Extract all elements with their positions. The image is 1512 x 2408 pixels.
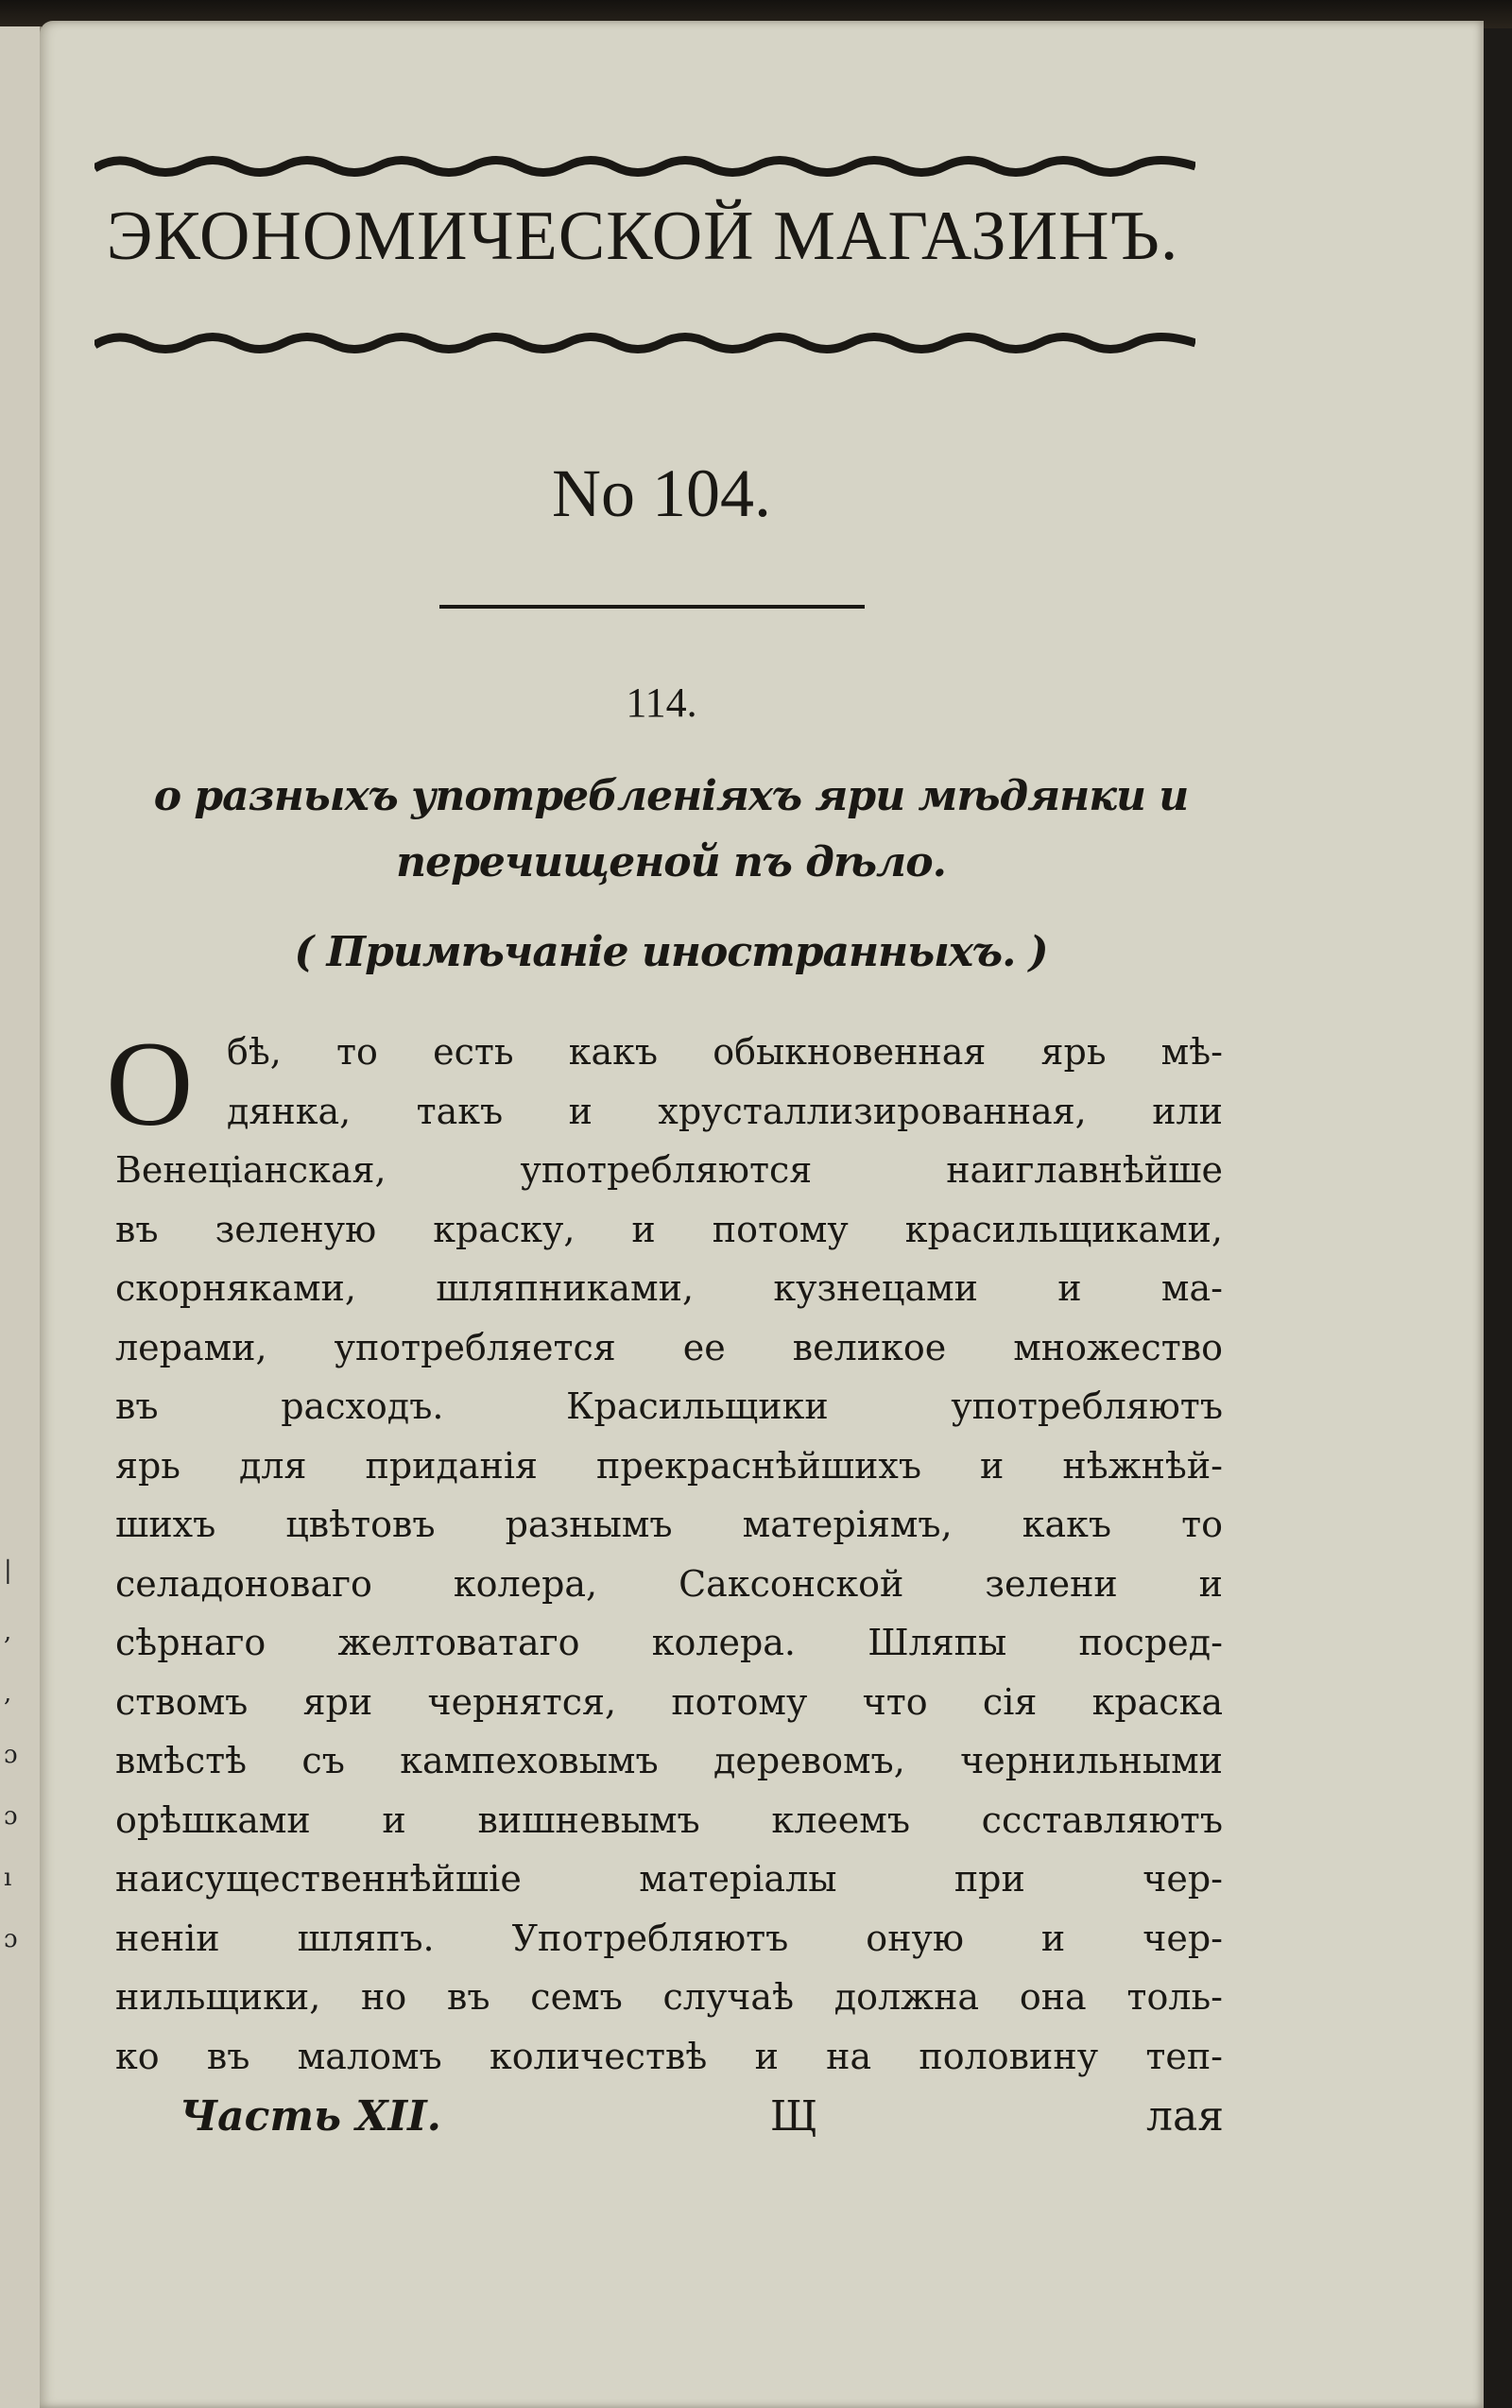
- left-page-edge: [0, 26, 42, 2408]
- top-ornament-rule: [94, 149, 1195, 187]
- body-line: нильщики, но въ семъ случаѣ должна она толь-: [115, 1976, 1223, 2018]
- body-line: дянка, такъ и хрусталлизированная, или: [227, 1090, 1223, 1132]
- body-line: въ зеленую краску, и потому красильщиками,: [115, 1208, 1223, 1250]
- body-line: шихъ цвѣтовъ разнымъ матеріямъ, какъ то: [115, 1504, 1223, 1545]
- body-line: ко въ маломъ количествѣ и на половину теп-: [115, 2035, 1223, 2077]
- body-line: сѣрнаго желтоватаго колера. Шляпы посред-: [115, 1622, 1223, 1663]
- body-line: вмѣстѣ съ кампеховымъ деревомъ, чернильными: [115, 1740, 1223, 1781]
- divider-rule: [439, 605, 865, 609]
- body-line: въ расходъ. Красильщики употребляютъ: [115, 1385, 1223, 1427]
- volume-signature: Часть XII.: [180, 2092, 441, 2141]
- article-body: [115, 1025, 1223, 2089]
- body-line: бѣ, то есть какъ обыкновенная ярь мѣ-: [227, 1031, 1223, 1073]
- body-line: селадоноваго колера, Саксонской зелени и: [115, 1562, 1223, 1605]
- article-number: 114.: [626, 679, 697, 726]
- signature-mark: Щ: [769, 2092, 818, 2141]
- bottom-ornament-rule: [94, 326, 1195, 364]
- article-heading-line-2: перечищеной пъ дѣло.: [396, 838, 946, 886]
- body-line: орѣшками и вишневымъ клеемъ ссставляютъ: [115, 1798, 1223, 1841]
- body-line: скорняками, шляпниками, кузнецами и ма-: [115, 1267, 1223, 1309]
- article-heading-line-1: о разныхъ употребленіяхъ яри мѣдянки и: [153, 772, 1189, 820]
- body-line: неніи шляпъ. Употребляютъ оную и чер-: [115, 1917, 1223, 1959]
- body-line: наисущественнѣйшіе матеріалы при чер-: [115, 1858, 1223, 1900]
- body-line: ствомъ яри чернятся, потому что сія краска: [115, 1680, 1223, 1723]
- page-footer: [180, 2090, 1224, 2143]
- issue-number: No 104.: [552, 456, 771, 531]
- drop-cap: О: [106, 1017, 194, 1151]
- body-line: Венеціанская, употребляются наиглавнѣйше: [115, 1149, 1223, 1191]
- body-line: ярь для приданія прекраснѣйшихъ и нѣжнѣй-: [115, 1444, 1223, 1487]
- body-line: лерами, употребляется ее великое множество: [115, 1326, 1223, 1368]
- left-page-margin-marks: | , , ɔ ɔ ı ɔ: [4, 1557, 18, 1953]
- article-subheading: ( Примѣчаніе иностранныхъ. ): [294, 928, 1048, 976]
- catchword: лая: [1146, 2092, 1224, 2141]
- magazine-title: ЭКОНОМИЧЕСКОЙ МАГАЗИНЪ.: [106, 198, 1179, 275]
